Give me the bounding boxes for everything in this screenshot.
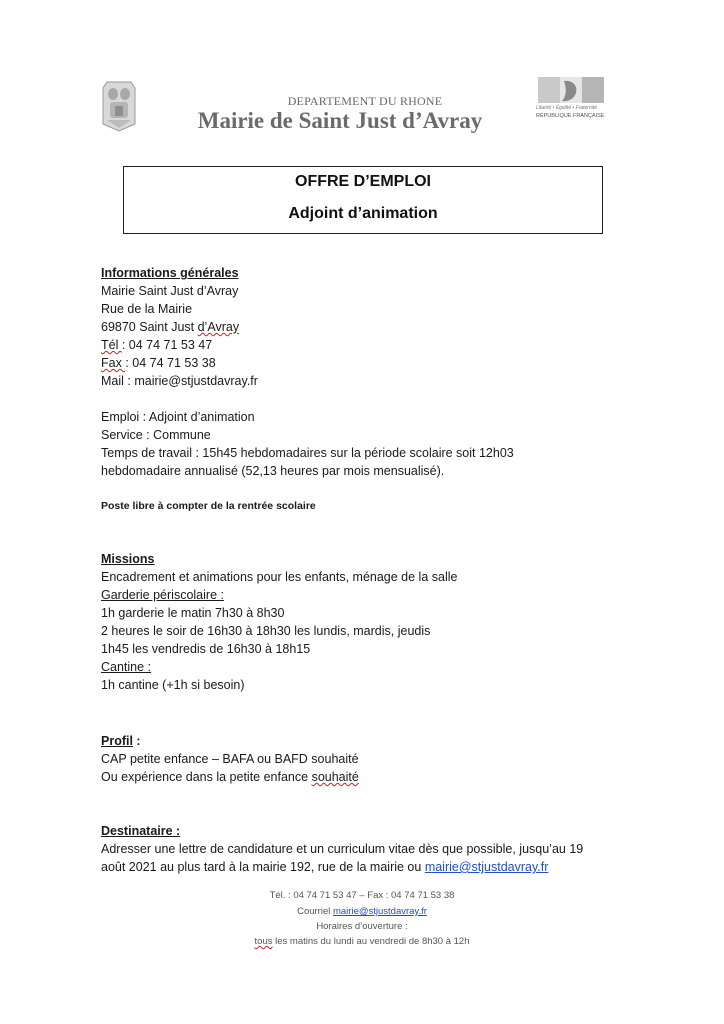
footer-phones: Tél. : 04 74 71 53 47 – Fax : 04 74 71 53 38: [269, 890, 455, 901]
destinataire-line2: août 2021 au plus tard à la mairie 192, rue de la mairie ou mairie@stjustdavray.fr: [101, 860, 549, 874]
job-title: Adjoint d’animation: [288, 205, 438, 222]
garderie-line3: 1h45 les vendredis de 16h30 à 18h15: [101, 642, 311, 656]
department-label: DEPARTEMENT DU RHONE: [287, 94, 443, 108]
garderie-line2: 2 heures le soir de 16h30 à 18h30 les lundis, mardis, jeudis: [101, 624, 431, 638]
job-service: Service : Commune: [101, 428, 211, 442]
general-city: 69870 Saint Just d’Avray: [101, 320, 240, 334]
general-heading: Informations générales: [101, 266, 239, 280]
destinataire-heading: Destinataire :: [101, 824, 181, 838]
offer-title: OFFRE D’EMPLOI: [295, 173, 431, 190]
footer-horaires: Horaires d’ouverture :: [316, 921, 408, 932]
profil-heading: Profil :: [101, 734, 141, 748]
job-temps-line2: hebdomadaire annualisé (52,13 heures par mois mensualisé).: [101, 464, 445, 478]
job-temps-line1: Temps de travail : 15h45 hebdomadaires sur la période scolaire soit 12h03: [101, 446, 514, 460]
footer-matins: tous les matins du lundi au vendredi de 8h30 à 12h: [254, 936, 470, 947]
cantine-heading: Cantine :: [101, 660, 152, 674]
footer-email-link[interactable]: mairie@stjustdavray.fr: [332, 906, 427, 917]
destinataire-email-link[interactable]: mairie@stjustdavray.fr: [424, 860, 549, 874]
general-tel: Tél : 04 74 71 53 47: [101, 338, 213, 352]
rf-name: RÉPUBLIQUE FRANÇAISE: [536, 113, 605, 119]
rf-motto: Liberté • Égalité • Fraternité: [536, 105, 598, 111]
job-poste: Poste libre à compter de la rentrée scolaire: [101, 500, 316, 512]
footer-courriel: Courriel mairie@stjustdavray.fr: [297, 906, 427, 917]
general-name: Mairie Saint Just d’Avray: [101, 284, 239, 298]
profil-line1: CAP petite enfance – BAFA ou BAFD souhaité: [101, 752, 359, 766]
mairie-title: Mairie de Saint Just d’Avray: [197, 108, 483, 133]
garderie-line1: 1h garderie le matin 7h30 à 8h30: [101, 606, 285, 620]
general-fax: Fax : 04 74 71 53 38: [101, 356, 216, 370]
garderie-heading: Garderie périscolaire :: [101, 588, 224, 602]
job-emploi: Emploi : Adjoint d’animation: [101, 410, 255, 424]
missions-heading: Missions: [101, 552, 155, 566]
marianne-logo-icon: [536, 75, 606, 127]
general-street: Rue de la Mairie: [101, 302, 193, 316]
missions-line1: Encadrement et animations pour les enfants, ménage de la salle: [101, 570, 458, 584]
profil-line2: Ou expérience dans la petite enfance souhaité: [101, 770, 359, 784]
general-mail: Mail : mairie@stjustdavray.fr: [101, 374, 258, 388]
cantine-line1: 1h cantine (+1h si besoin): [101, 678, 245, 692]
destinataire-line1: Adresser une lettre de candidature et un curriculum vitae dès que possible, jusqu’au 19: [101, 842, 584, 856]
municipal-crest-icon: [99, 80, 139, 132]
